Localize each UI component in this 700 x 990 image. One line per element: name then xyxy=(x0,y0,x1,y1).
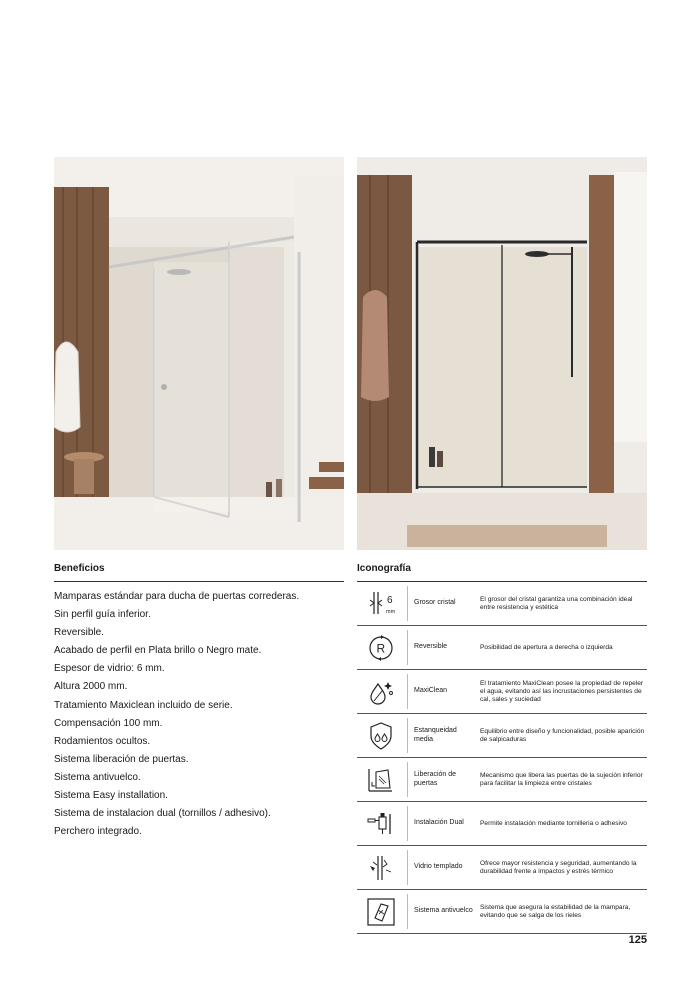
benefit-item: Espesor de vidrio: 6 mm. xyxy=(54,663,165,675)
benefit-item: Tratamiento Maxiclean incluido de serie. xyxy=(54,699,233,711)
tempered-glass-icon xyxy=(357,846,405,889)
water-tightness-icon xyxy=(357,714,405,757)
shower-photo-silver xyxy=(54,157,344,550)
reversible-icon xyxy=(357,626,405,669)
icon-row-tempered-glass xyxy=(357,846,647,890)
icon-row-name: Liberación de puertas xyxy=(414,771,457,787)
benefit-item: Sistema liberación de puertas. xyxy=(54,753,189,765)
icon-row-description: El tratamiento MaxiClean posee la propiedad de repeler el agua, evitando así las incrustaciones persistentes de cal, sales y suciedad xyxy=(480,679,644,703)
icon-row-description: Posibilidad de apertura a derecha o izquierda xyxy=(480,643,613,651)
benefits-title: Beneficios xyxy=(54,563,105,574)
benefit-item: Sistema antivuelco. xyxy=(54,771,141,783)
benefit-item: Perchero integrado. xyxy=(54,826,142,838)
maxiclean-icon xyxy=(357,670,405,713)
benefits-divider xyxy=(54,581,344,582)
benefit-item: Compensación 100 mm. xyxy=(54,717,163,729)
iconography-title: Iconografía xyxy=(357,563,411,574)
reversible-letter: R xyxy=(376,641,386,656)
benefit-item: Reversible. xyxy=(54,627,105,639)
icon-row-name: Grosor cristal xyxy=(414,599,456,607)
icon-row-description: El grosor del cristal garantiza una combinación ideal entre resistencia y estética xyxy=(480,595,633,611)
glass-thickness-unit: mm xyxy=(386,609,396,615)
benefit-item: Acabado de perfil en Plata brillo o Negro mate. xyxy=(54,645,262,657)
benefit-item: Mamparas estándar para ducha de puertas correderas. xyxy=(54,591,300,602)
icon-row-glass-thickness xyxy=(357,582,647,626)
icon-row-description: Mecanismo que libera las puertas de la sujeción inferior para facilitar la limpieza entre cristales xyxy=(480,771,643,787)
benefit-item: Sin perfil guía inferior. xyxy=(54,609,151,621)
page-number: 125 xyxy=(628,934,647,946)
glass-thickness-icon xyxy=(357,582,405,625)
icon-row-description: Permite instalación mediante tornilleria o adhesivo xyxy=(480,819,627,827)
icon-row-name: Instalación Dual xyxy=(414,819,464,827)
icon-row-maxiclean xyxy=(357,670,647,714)
icon-row-name: MaxiClean xyxy=(414,687,448,695)
shower-photo-black xyxy=(357,157,647,550)
icon-row-description: Sistema que asegura la estabilidad de la mampara, evitando que se salga de los rieles xyxy=(480,903,631,919)
icon-row-name: Reversible xyxy=(414,643,448,651)
icon-row-name: Vidrio templado xyxy=(414,863,463,871)
glass-thickness-value: 6 xyxy=(387,595,393,606)
benefit-item: Sistema Easy installation. xyxy=(54,790,168,802)
benefit-item: Sistema de instalacion dual (tornillos / adhesivo). xyxy=(54,808,271,820)
icon-row-reversible xyxy=(357,626,647,670)
dual-installation-icon xyxy=(357,802,405,845)
icon-row-dual-installation xyxy=(357,802,647,846)
icon-row-water-tightness xyxy=(357,714,647,758)
iconography-table xyxy=(357,582,647,934)
door-release-icon xyxy=(357,758,405,801)
icon-row-name: Estanqueidad media xyxy=(414,727,457,743)
icon-row-door-release xyxy=(357,758,647,802)
benefit-item: Altura 2000 mm. xyxy=(54,681,128,693)
benefit-item: Rodamientos ocultos. xyxy=(54,735,151,747)
anti-tip-system-icon xyxy=(357,890,405,933)
benefits-list xyxy=(54,588,334,841)
icon-row-description: Ofrece mayor resistencia y seguridad, aumentando la durabilidad frente a impactos y estrés térmico xyxy=(480,859,637,875)
icon-row-name: Sistema antivuelco xyxy=(414,907,473,915)
icon-row-anti-tip-system xyxy=(357,890,647,934)
icon-row-description: Equilibrio entre diseño y funcionalidad, posible aparición de salpicaduras xyxy=(480,727,645,743)
